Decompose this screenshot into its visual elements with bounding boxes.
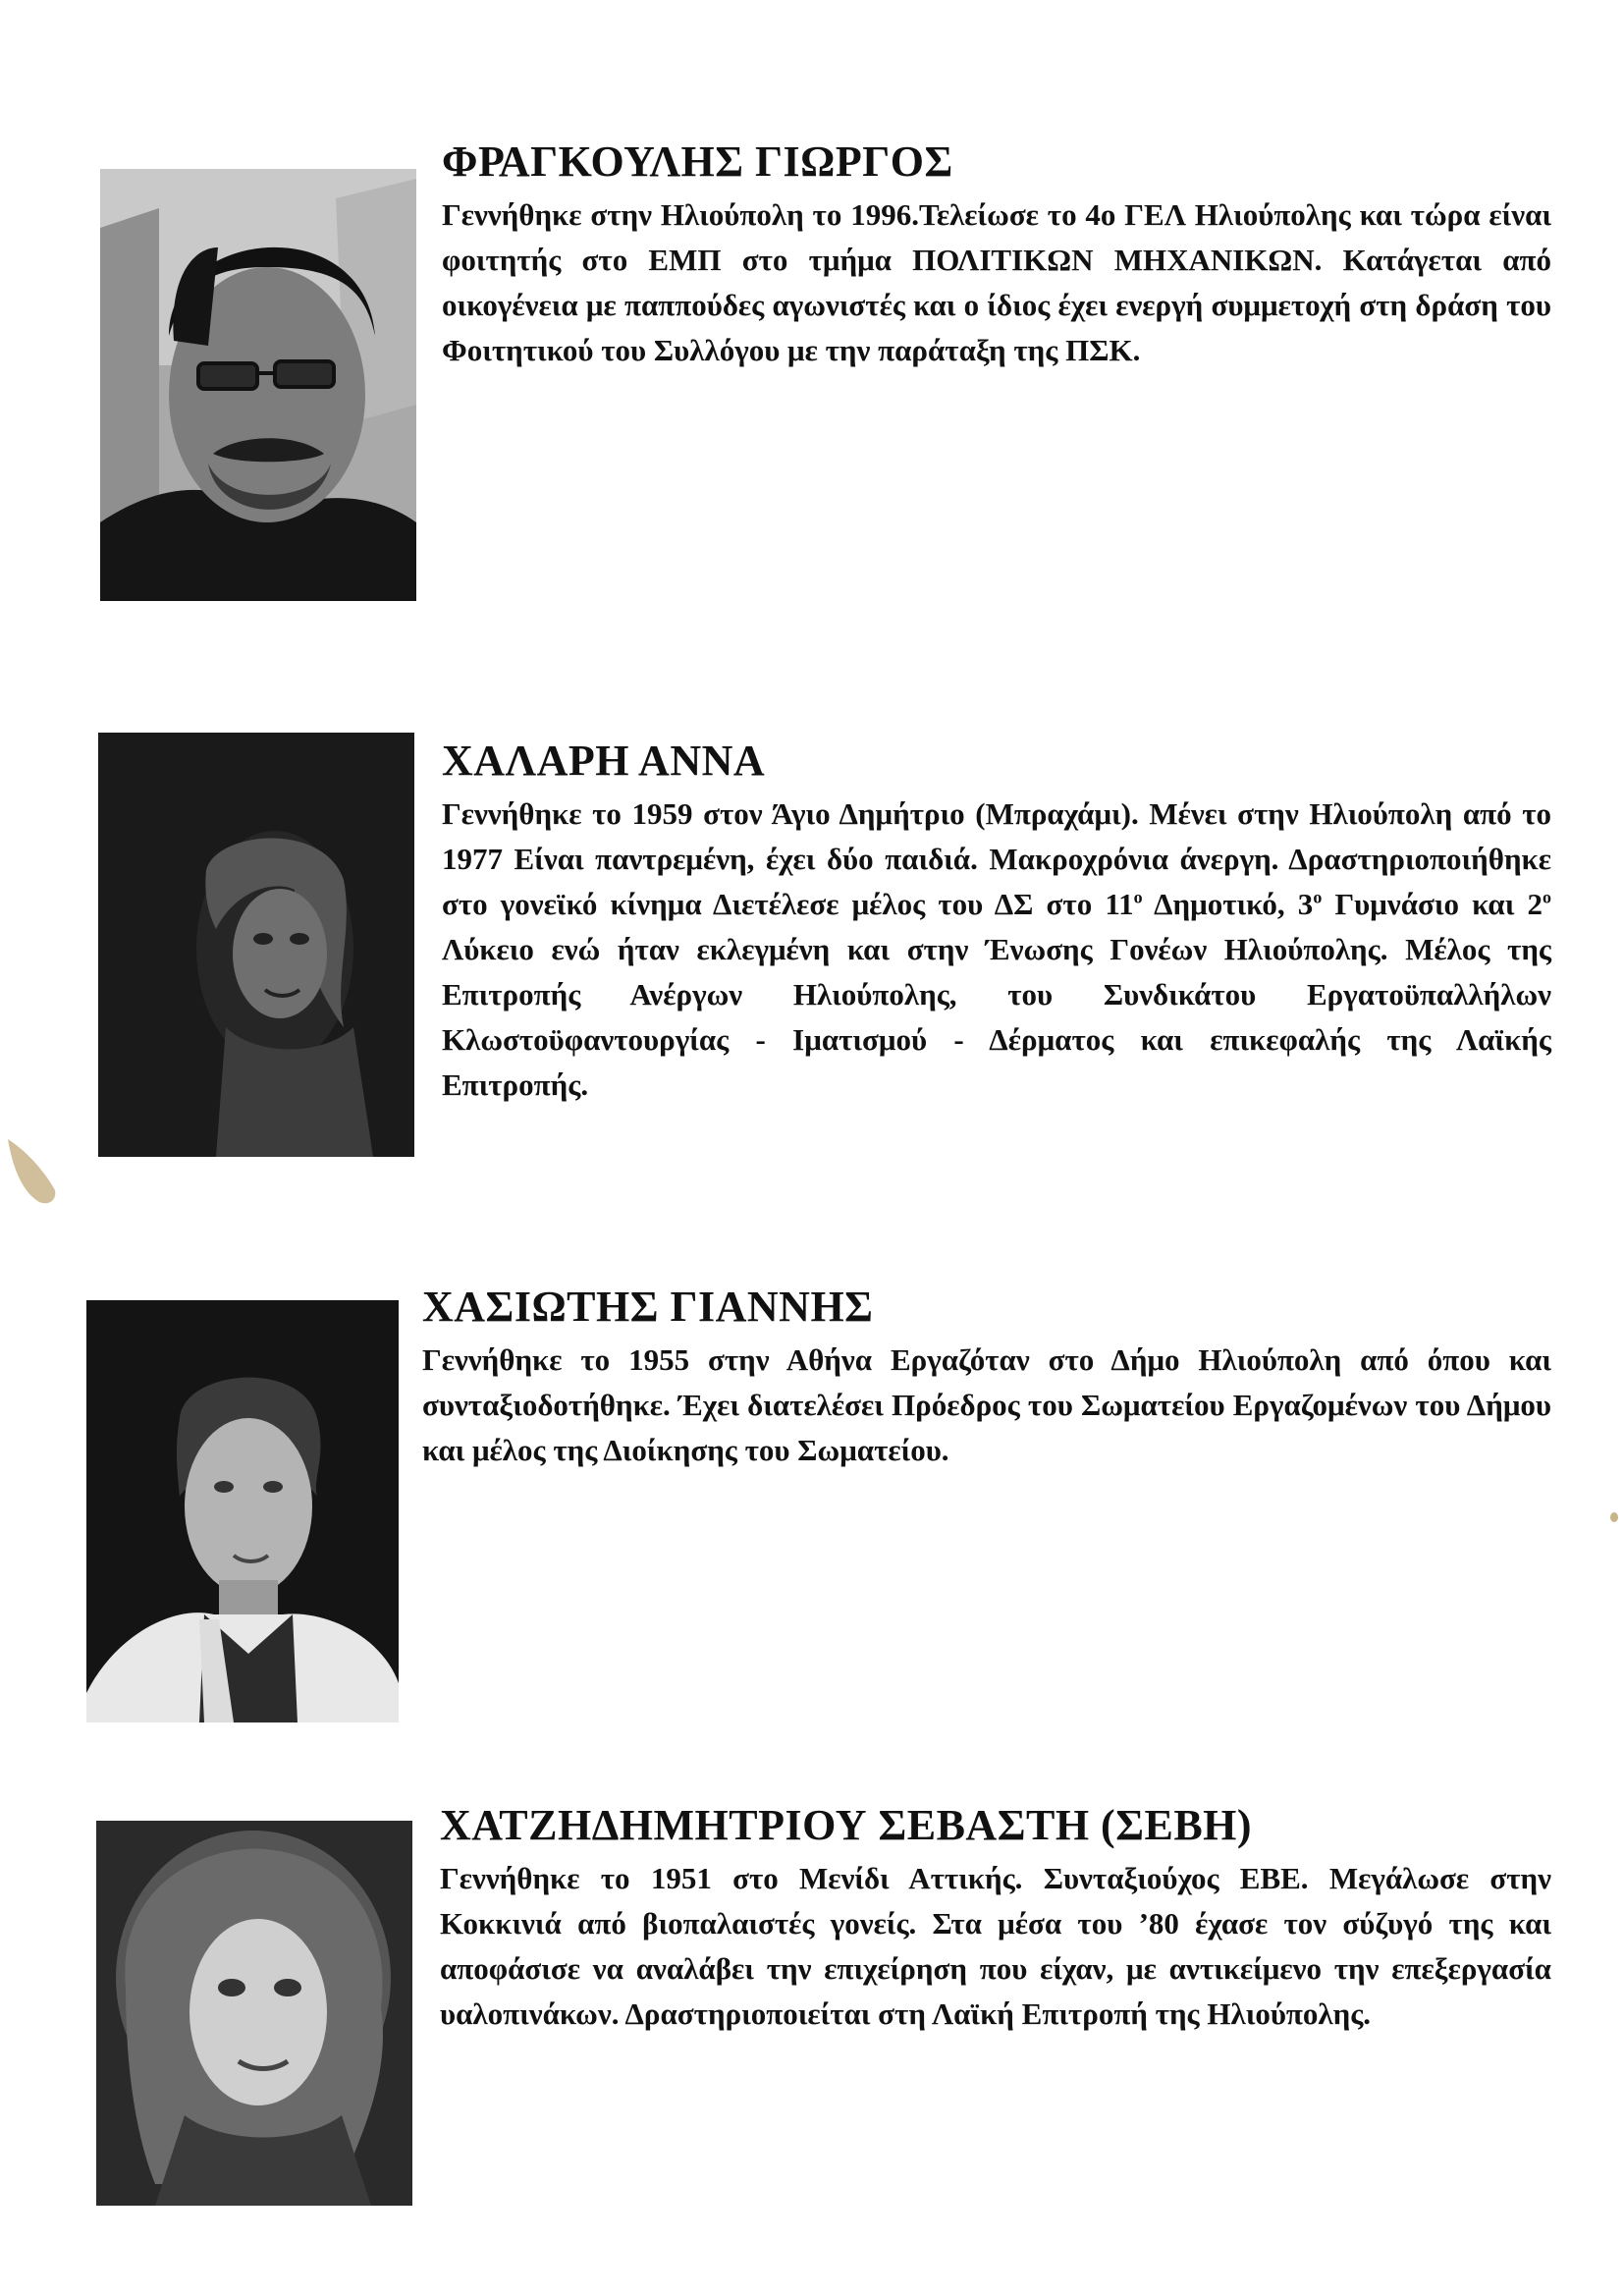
- paper-speck: [1610, 1512, 1618, 1522]
- candidate-name-3: ΧΑΣΙΩΤΗΣ ΓΙΑΝΝΗΣ: [422, 1283, 874, 1331]
- candidate-bio-2: Γεννήθηκε το 1959 στον Άγιο Δημήτριο (Μπραχάμι). Μένει στην Ηλιούπολη από το 1977 Είναι παντρεμένη, έχει δύο παιδιά. Μακροχρόνια άνεργη. Δραστηριοποιήθηκε στο γονεϊκό κίνημα Διετέλεσε μέλος του ΔΣ στο $11^o$ Δημοτικό, $3^o$ Γυμνάσιο και $2^o$ Λύκειο ενώ ήταν εκλεγμένη και στην Ένωσης Γονέων Ηλιούπολης. Μέλος της Επιτροπής Ανέργων Ηλιούπολης, του Συνδικάτου Εργατοϋπαλλήλων Κλωστοϋφαντουργίας - Ιματισμού - Δέρματος και επικεφαλής της Λαϊκής Επιτροπής.: [442, 796, 1551, 1102]
- portrait-woman-dark: [98, 733, 414, 1157]
- candidate-name-2: ΧΑΛΑΡΗ ΑΝΝΑ: [442, 737, 766, 785]
- candidate-bio-3: Γεννήθηκε το 1955 στην Αθήνα Εργαζόταν στο Δήμο Ηλιούπολη από όπου και συνταξιοδοτήθηκε. Έχει διατελέσει Πρόεδρος του Σωματείου Εργαζομένων του Δήμου και μέλος της Διοίκησης του Σωματείου.: [422, 1342, 1551, 1467]
- candidate-name-4: ΧΑΤΖΗΔΗΜΗΤΡΙΟΥ ΣΕΒΑΣΤΗ (ΣΕΒΗ): [440, 1801, 1253, 1849]
- candidate-bio-4: Γεννήθηκε το 1951 στο Μενίδι Αττικής. Συνταξιούχος ΕΒΕ. Μεγάλωσε στην Κοκκινιά από βιοπαλαιστές γονείς. Στα μέσα του ’80 έχασε τον σύζυγό της και αποφάσισε να αναλάβει την επιχείρηση που είχαν, με αντικείμενο την επεξεργασία υαλοπινάκων. Δραστηριοποιείται στη Λαϊκή Επιτροπή της Ηλιούπολης.: [440, 1861, 1551, 2031]
- paper-smudge-mark: [4, 1129, 61, 1208]
- portrait-woman-curly-hair: [96, 1821, 412, 2206]
- candidate-photo-3: [86, 1300, 399, 1722]
- candidate-photo-1: [100, 169, 416, 601]
- portrait-man-glasses: [100, 169, 416, 601]
- candidate-photo-4: [96, 1821, 412, 2206]
- candidate-bio-1: Γεννήθηκε στην Ηλιούπολη το 1996.Τελείωσε το 4ο ΓΕΛ Ηλιούπολης και τώρα είναι φοιτητής στο ΕΜΠ στο τμήμα ΠΟΛΙΤΙΚΩΝ ΜΗΧΑΝΙΚΩΝ. Κατάγεται από οικογένεια με παππούδες αγωνιστές και ο ίδιος έχει ενεργή συμμετοχή στη δράση του Φοιτητικού του Συλλόγου με την παράταξη της ΠΣΚ.: [442, 197, 1551, 367]
- portrait-man-jacket: [86, 1300, 399, 1722]
- candidate-name-1: ΦΡΑΓΚΟΥΛΗΣ ΓΙΩΡΓΟΣ: [442, 137, 953, 186]
- candidate-photo-2: [98, 733, 414, 1157]
